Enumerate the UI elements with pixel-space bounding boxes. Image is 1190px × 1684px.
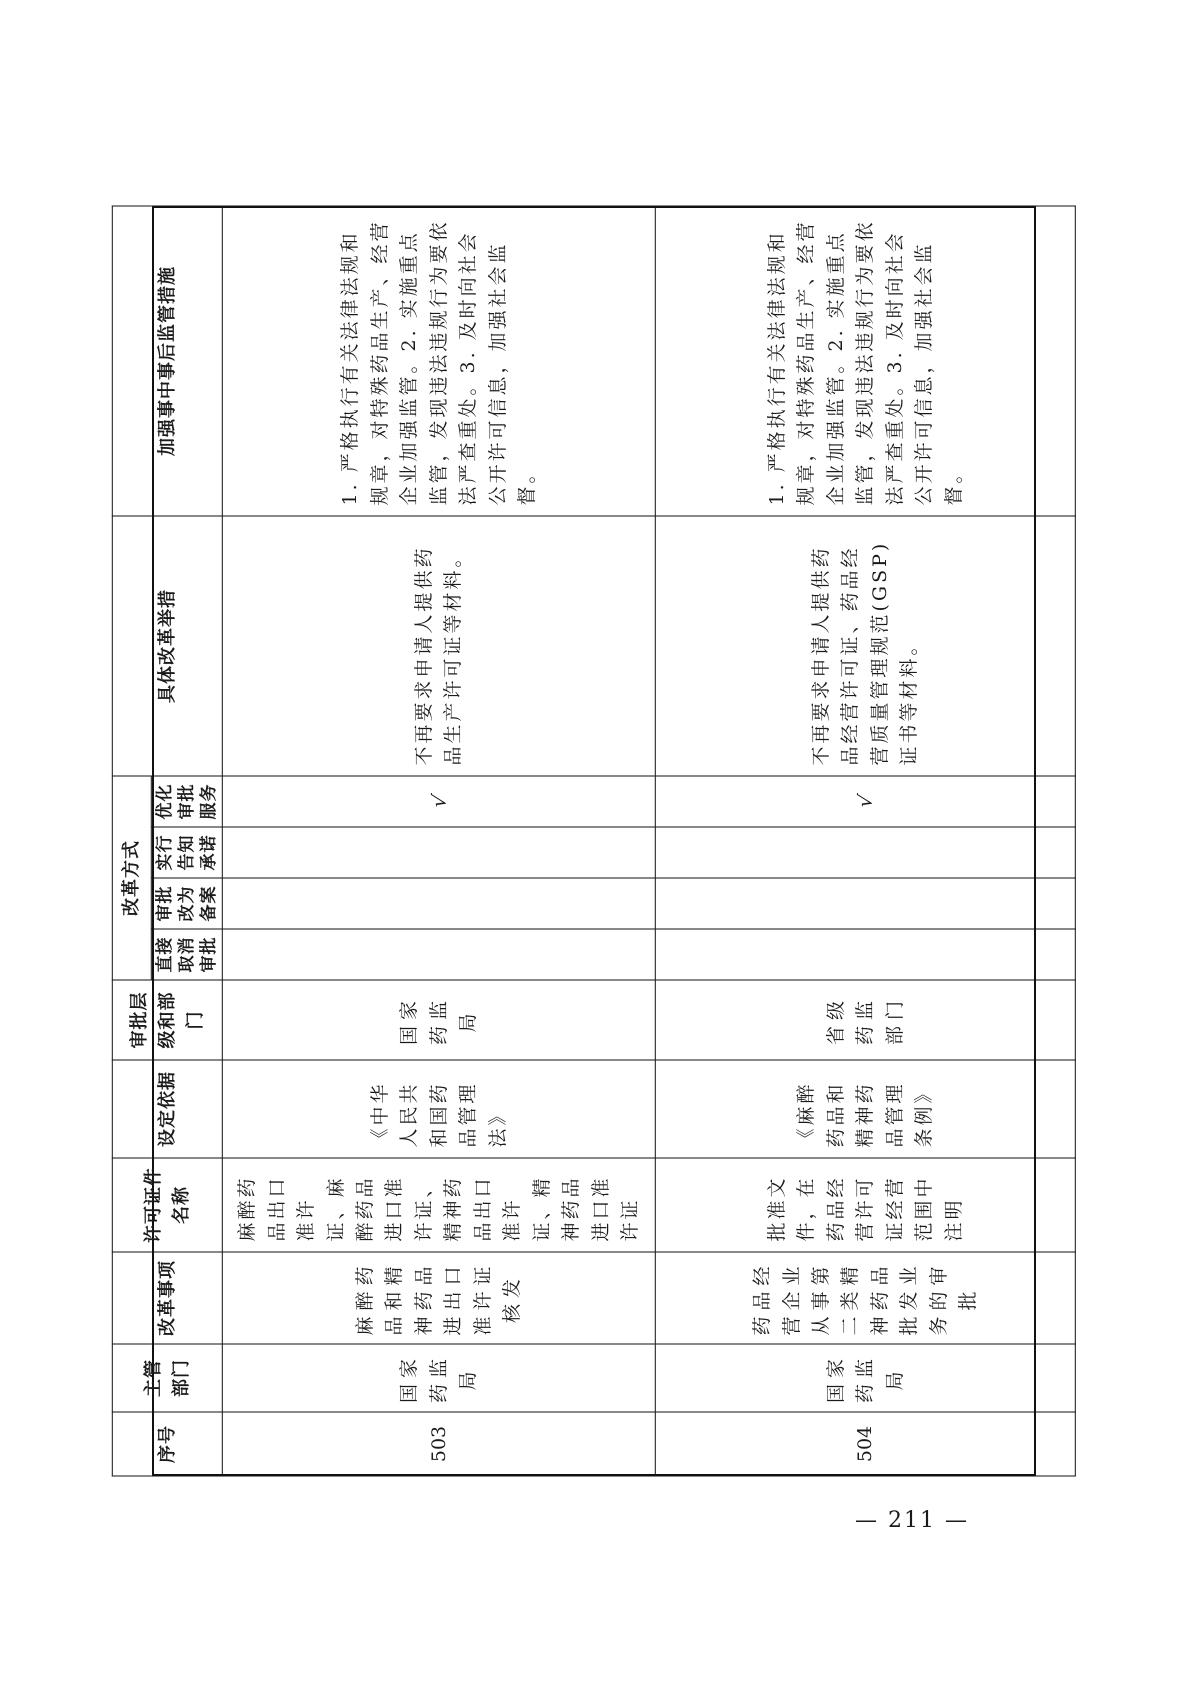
cell-item: 麻醉药品和精神药品进出口准许证核发	[223, 1252, 656, 1344]
cell-level: 国家药监局	[223, 980, 656, 1060]
cell-seq: 504	[656, 1412, 1076, 1476]
cell-mode-record	[223, 878, 656, 929]
cell-mode-record	[656, 878, 1076, 929]
cell-basis: 《中华人民共和国药品管理法》	[223, 1060, 656, 1158]
cell-seq: 503	[223, 1412, 656, 1476]
header-basis: 设定依据	[112, 1060, 222, 1158]
cell-mode-notify	[223, 827, 656, 878]
cell-measures: 不再要求申请人提供药品生产许可证等材料。	[223, 516, 656, 776]
cell-dept: 国家药监局	[656, 1344, 1076, 1412]
checkmark-icon: √	[851, 792, 879, 811]
header-mode-notify: 实行告知承诺	[151, 827, 222, 878]
page-number: — 211 —	[855, 1508, 969, 1533]
cell-dept: 国家药监局	[223, 1344, 656, 1412]
cell-mode-cancel	[656, 929, 1076, 980]
cell-supervision: 1. 严格执行有关法律法规和规章，对特殊药品生产、经营企业加强监管。2. 实施重点监管，发现违法违规行为要依法严查重处。3. 及时向社会公开许可信息，加强社会监督。	[223, 206, 656, 516]
header-seq: 序号	[112, 1412, 222, 1476]
cell-license: 批准文件，在药品经营许可证经营范围中注明	[656, 1158, 1076, 1252]
cell-measures: 不再要求申请人提供药品经营许可证、药品经营质量管理规范(GSP)证书等材料。	[656, 516, 1076, 776]
cell-supervision: 1. 严格执行有关法律法规和规章，对特殊药品生产、经营企业加强监管。2. 实施重点监管，发现违法违规行为要依法严查重处。3. 及时向社会公开许可信息，加强社会监督。	[656, 206, 1076, 516]
header-level: 审批层级和部门	[112, 980, 222, 1060]
header-supervision: 加强事中事后监管措施	[112, 206, 222, 516]
cell-basis: 《麻醉药品和精神药品管理条例》	[656, 1060, 1076, 1158]
table-row	[656, 206, 1076, 1476]
header-mode-optimize: 优化审批服务	[151, 776, 222, 827]
cell-level: 省级药监部门	[656, 980, 1076, 1060]
header-mode-record: 审批改为备案	[151, 878, 222, 929]
cell-mode-optimize	[223, 776, 656, 827]
header-item: 改革事项	[112, 1252, 222, 1344]
cell-mode-optimize	[656, 776, 1076, 827]
cell-license: 麻醉药品出口准许证、麻醉药品进口准许证、精神药品出口准许证、精神药品进口准许证	[223, 1158, 656, 1252]
reform-table	[112, 206, 1076, 1477]
table-row	[223, 206, 656, 1476]
table-frame	[120, 206, 1036, 1476]
cell-mode-notify	[656, 827, 1076, 878]
header-mode-cancel: 直接取消审批	[151, 929, 222, 980]
checkmark-icon: √	[425, 792, 452, 811]
cell-mode-cancel	[223, 929, 656, 980]
header-row-1	[112, 206, 151, 1476]
header-mode-group: 改革方式	[112, 776, 151, 980]
cell-item: 药品经营企业从事第二类精神药品批发业务的审批	[656, 1252, 1076, 1344]
header-license: 许可证件名称	[112, 1158, 222, 1252]
header-measures: 具体改革举措	[112, 516, 222, 776]
header-dept: 主管部门	[112, 1344, 222, 1412]
